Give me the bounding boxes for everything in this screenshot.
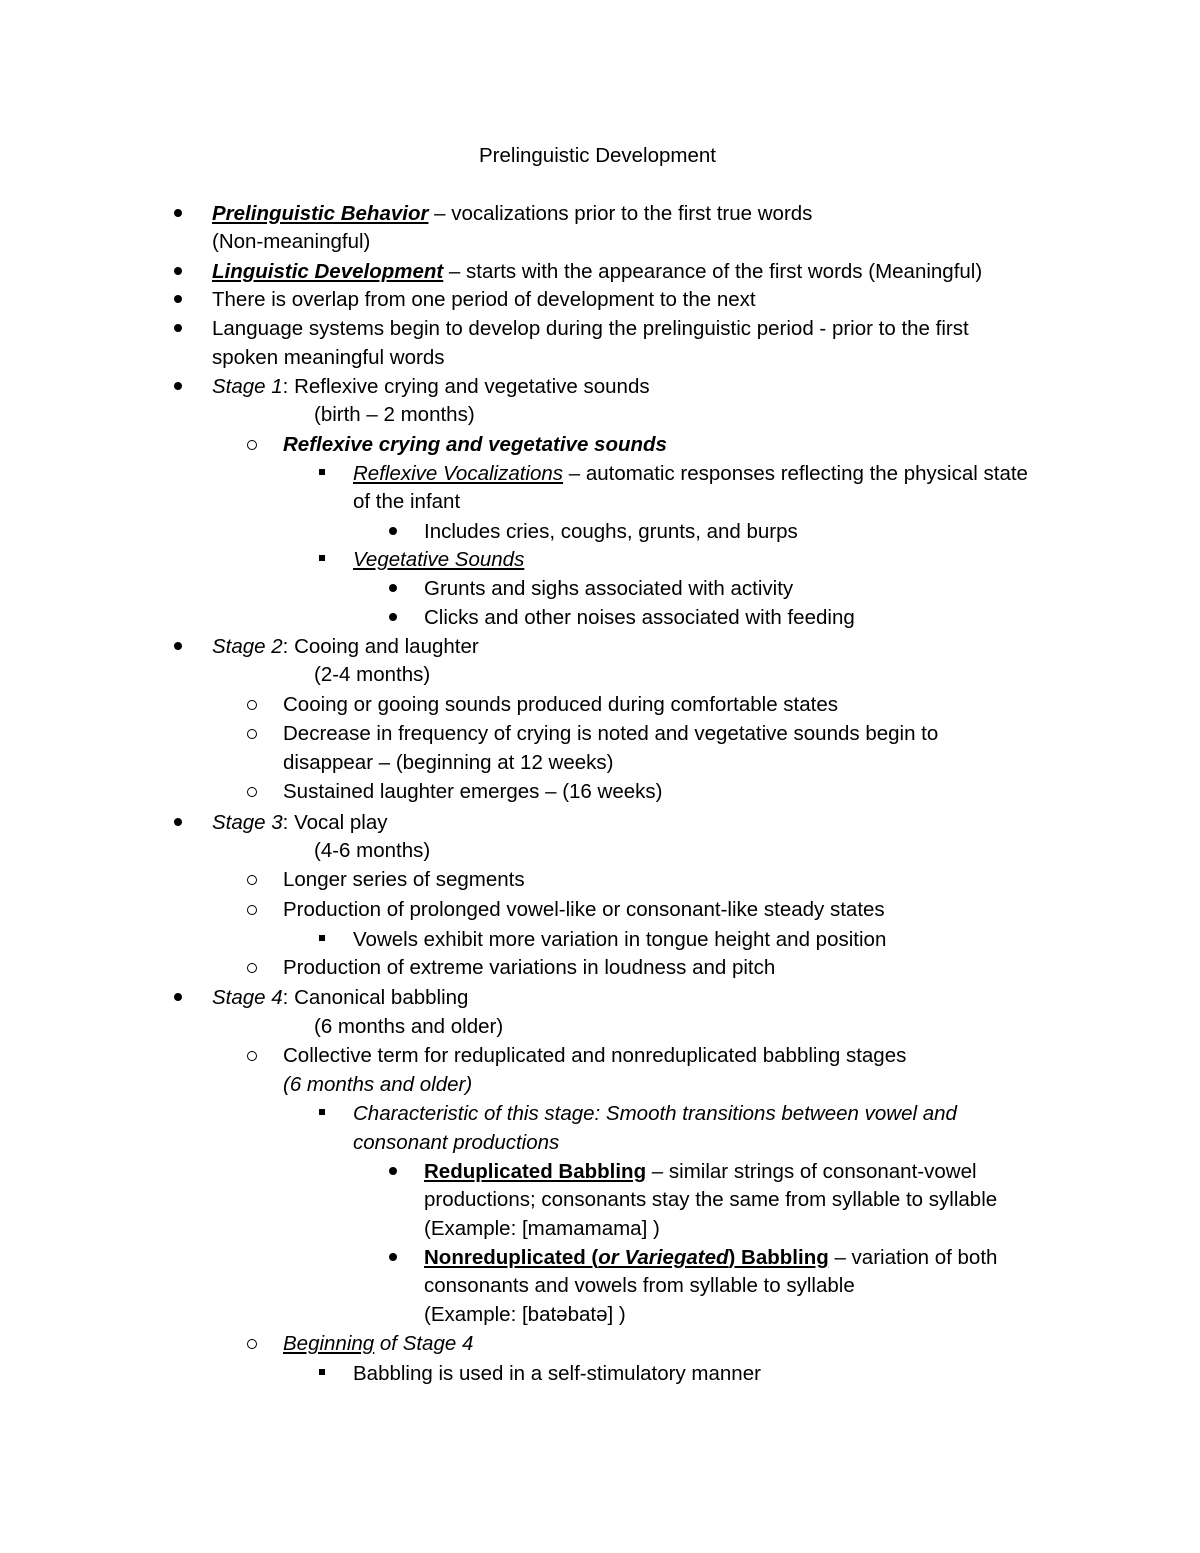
bullet-circle	[247, 875, 257, 885]
page-title: Prelinguistic Development	[478, 144, 716, 167]
bullet-square	[319, 555, 325, 561]
bullet-disc	[174, 324, 182, 332]
linguistic-development-term: Linguistic Development	[212, 260, 444, 283]
stage4-name: : Canonical babbling	[282, 986, 469, 1009]
bullet-disc	[389, 584, 397, 592]
bullet-circle	[247, 787, 257, 797]
vegetative-item: Clicks and other noises associated with feeding	[424, 606, 855, 629]
stage3-heading	[212, 809, 388, 837]
linguistic-development-text: – starts with the appearance of the first words (Meaningful)	[443, 260, 983, 283]
stage2-item: Sustained laughter emerges – (16 weeks)	[283, 780, 663, 803]
nonreduplicated-babbling-item	[424, 1244, 997, 1272]
bullet-circle	[247, 1051, 257, 1061]
characteristic-line1	[353, 1100, 957, 1128]
beginning-text: of Stage 4	[374, 1332, 474, 1355]
bullet-square	[319, 935, 325, 941]
prelinguistic-behavior-item	[212, 200, 812, 228]
vegetative-item: Grunts and sighs associated with activity	[424, 577, 794, 600]
bullet-square	[319, 1369, 325, 1375]
nonreduplicated-term-a: Nonreduplicated (	[424, 1246, 599, 1269]
beginning-stage4-item	[283, 1330, 473, 1358]
bullet-disc	[174, 295, 182, 303]
reflexive-vocalizations-text: – automatic responses reflecting the physical state	[563, 462, 1028, 485]
stage4-item-age-text: (6 months and older)	[283, 1073, 473, 1096]
reflexive-vocalizations-term: Reflexive Vocalizations	[353, 462, 564, 485]
bullet-circle	[247, 440, 257, 450]
bullet-circle	[247, 905, 257, 915]
stage2-item-cont: disappear – (beginning at 12 weeks)	[283, 751, 614, 774]
bullet-square	[319, 1109, 325, 1115]
language-systems-line1: Language systems begin to develop during the prelinguistic period - prior to the first	[212, 317, 969, 340]
reduplicated-babbling-example: (Example: [mamamama] )	[424, 1217, 660, 1240]
bullet-disc	[174, 642, 182, 650]
reflexive-vocalizations-cont: of the infant	[353, 490, 461, 513]
language-systems-line2: spoken meaningful words	[212, 346, 445, 369]
bullet-circle	[247, 700, 257, 710]
stage4-label: Stage 4	[212, 986, 283, 1009]
nonreduplicated-term-c: ) Babbling	[728, 1246, 829, 1269]
stage3-item: Production of extreme variations in loudness and pitch	[283, 956, 776, 979]
prelinguistic-behavior-cont: (Non-meaningful)	[212, 230, 371, 253]
prelinguistic-behavior-term: Prelinguistic Behavior	[212, 202, 429, 225]
stage3-name: : Vocal play	[282, 811, 388, 834]
stage3-age: (4-6 months)	[314, 839, 431, 862]
bullet-circle	[247, 1339, 257, 1349]
stage4-age: (6 months and older)	[314, 1015, 504, 1038]
reduplicated-babbling-text: – similar strings of consonant-vowel	[646, 1160, 977, 1183]
stage1-heading	[212, 373, 650, 401]
stage1-sub-text: Reflexive crying and vegetative sounds	[283, 433, 667, 456]
bullet-disc	[174, 993, 182, 1001]
stage3-label: Stage 3	[212, 811, 283, 834]
bullet-disc	[389, 527, 397, 535]
bullet-disc	[174, 209, 182, 217]
stage1-label: Stage 1	[212, 375, 283, 398]
characteristic-line2	[353, 1129, 559, 1157]
stage3-item: Production of prolonged vowel-like or consonant-like steady states	[283, 898, 885, 921]
stage2-age: (2-4 months)	[314, 663, 431, 686]
prelinguistic-behavior-text: – vocalizations prior to the first true words	[428, 202, 813, 225]
nonreduplicated-term-b: or Variegated	[598, 1246, 729, 1269]
bullet-disc	[389, 1167, 397, 1175]
bullet-disc	[389, 613, 397, 621]
stage2-name: : Cooing and laughter	[282, 635, 479, 658]
bullet-disc	[174, 382, 182, 390]
stage2-item: Cooing or gooing sounds produced during comfortable states	[283, 693, 838, 716]
bullet-square	[319, 469, 325, 475]
reflexive-item: Includes cries, coughs, grunts, and burps	[424, 520, 798, 543]
reduplicated-babbling-cont: productions; consonants stay the same from syllable to syllable	[424, 1188, 998, 1211]
bullet-disc	[174, 267, 182, 275]
stage1-age: (birth – 2 months)	[314, 403, 475, 426]
bullet-circle	[247, 963, 257, 973]
bullet-circle	[247, 729, 257, 739]
reflexive-vocalizations-item	[353, 460, 1028, 488]
characteristic-text: Characteristic of this stage: Smooth transitions between vowel and	[353, 1102, 957, 1125]
vegetative-sounds-term: Vegetative Sounds	[353, 548, 525, 571]
bullet-disc	[389, 1253, 397, 1261]
stage1-sub	[283, 431, 667, 459]
characteristic-text-cont: consonant productions	[353, 1131, 560, 1154]
overlap-item: There is overlap from one period of development to the next	[212, 288, 756, 311]
beginning-stage4-subitem: Babbling is used in a self-stimulatory manner	[353, 1362, 761, 1385]
stage3-item: Longer series of segments	[283, 868, 525, 891]
stage2-item: Decrease in frequency of crying is noted and vegetative sounds begin to	[283, 722, 939, 745]
stage4-item: Collective term for reduplicated and nonreduplicated babbling stages	[283, 1044, 907, 1067]
stage1-name: : Reflexive crying and vegetative sounds	[282, 375, 650, 398]
stage2-label: Stage 2	[212, 635, 283, 658]
stage2-heading	[212, 633, 479, 661]
stage3-subitem: Vowels exhibit more variation in tongue height and position	[353, 928, 887, 951]
reduplicated-babbling-item	[424, 1158, 977, 1186]
vegetative-sounds-item	[353, 546, 524, 574]
nonreduplicated-babbling-example: (Example: [batəbatə] )	[424, 1303, 626, 1326]
nonreduplicated-babbling-cont: consonants and vowels from syllable to syllable	[424, 1274, 855, 1297]
stage4-item-age	[283, 1071, 472, 1099]
reduplicated-babbling-term: Reduplicated Babbling	[424, 1160, 647, 1183]
nonreduplicated-babbling-text: – variation of both	[828, 1246, 998, 1269]
bullet-disc	[174, 818, 182, 826]
linguistic-development-item	[212, 258, 982, 286]
stage4-heading	[212, 984, 468, 1012]
beginning-term: Beginning	[283, 1332, 375, 1355]
